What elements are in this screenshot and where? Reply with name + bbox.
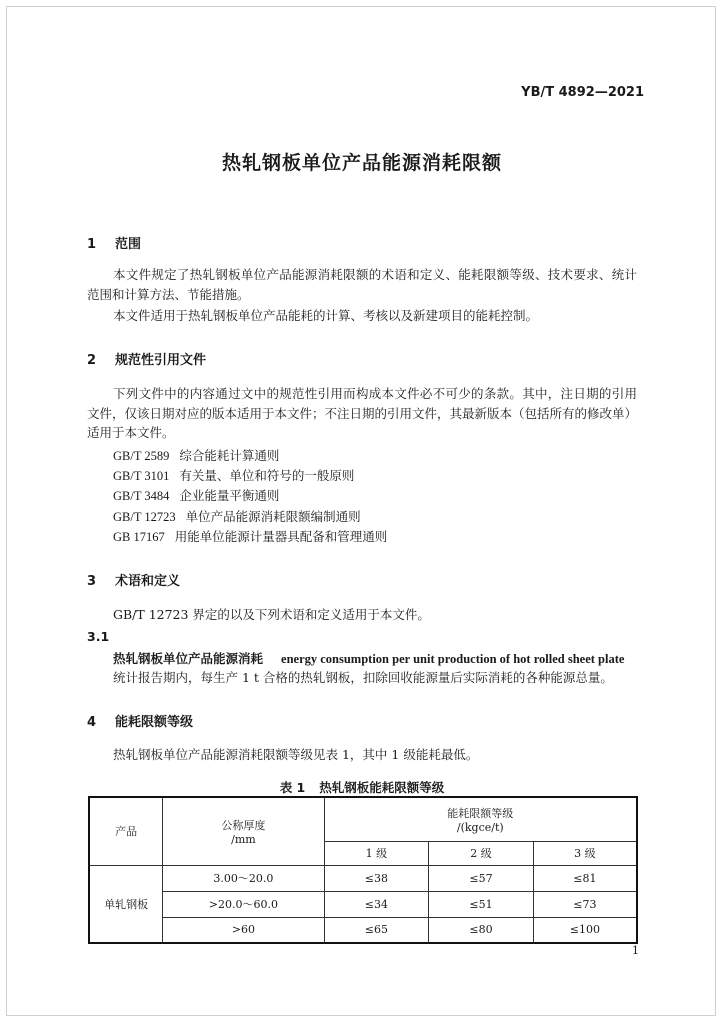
grade-1-cell: ≤65 — [324, 917, 429, 943]
term-chinese: 热轧钢板单位产品能源消耗 — [113, 651, 264, 666]
section-4-para-1: 热轧钢板单位产品能源消耗限额等级见表 1，其中 1 级能耗最低。 — [113, 747, 479, 762]
reference-title: 企业能量平衡通则 — [179, 488, 280, 503]
grade-1-cell: ≤34 — [324, 891, 429, 917]
thickness-cell: >20.0～60.0 — [163, 891, 324, 917]
table-header-row — [89, 797, 637, 841]
grade-3-cell: ≤100 — [533, 917, 637, 943]
header-thickness-label: 公称厚度 — [221, 818, 266, 832]
table-row — [89, 865, 637, 891]
term-entry — [113, 649, 624, 667]
term-number: 3.1 — [87, 629, 110, 644]
header-grade-1: 1 级 — [324, 841, 429, 865]
section-2-para-1: 下列文件中的内容通过文中的规范性引用而构成本文件必不可少的条款。其中，注日期的引用文件，仅该日期对应的版本适用于本文件；不注日期的引用文件，其最新版本（包括所有的修改单）适用于本文件。 — [87, 386, 638, 440]
grade-2-cell: ≤51 — [429, 891, 534, 917]
header-grade-3: 3 级 — [533, 841, 637, 865]
grade-3-cell: ≤73 — [533, 891, 637, 917]
section-1-para-2: 本文件适用于热轧钢板单位产品能耗的计算、考核以及新建项目的能耗控制。 — [113, 308, 539, 323]
section-title: 范围 — [115, 237, 142, 252]
section-4-heading — [87, 711, 193, 730]
document-title: 热轧钢板单位产品能源消耗限额 — [221, 152, 502, 174]
reference-code: GB/T 2589 — [113, 449, 170, 463]
header-thickness-unit: /mm — [231, 832, 256, 846]
section-3-heading — [87, 570, 180, 589]
section-title: 能耗限额等级 — [115, 715, 194, 730]
thickness-cell: 3.00～20.0 — [163, 865, 324, 891]
header-energy-limit-label: 能耗限额等级 — [447, 806, 514, 820]
reference-item — [113, 466, 354, 487]
reference-title: 单位产品能源消耗限额编制通则 — [185, 509, 361, 524]
header-thickness — [163, 797, 324, 865]
reference-title: 用能单位能源计量器具配备和管理通则 — [174, 529, 388, 544]
section-1-para-1: 本文件规定了热轧钢板单位产品能源消耗限额的术语和定义、能耗限额等级、技术要求、统计范围和计算方法、节能措施。 — [87, 267, 637, 302]
table-title: 热轧钢板能耗限额等级 — [319, 780, 445, 795]
energy-limit-table — [88, 796, 638, 944]
section-2-heading — [87, 349, 206, 368]
reference-item — [113, 507, 361, 528]
table-row — [89, 891, 637, 917]
reference-code: GB/T 3484 — [113, 489, 170, 503]
product-name: 单轧钢板 — [89, 865, 163, 943]
reference-code: GB/T 3101 — [113, 469, 170, 483]
header-grade-2: 2 级 — [429, 841, 534, 865]
reference-item — [113, 527, 387, 548]
section-number: 1 — [87, 237, 97, 252]
section-3-para-1: GB/T 12723 界定的以及下列术语和定义适用于本文件。 — [113, 607, 430, 622]
reference-title: 综合能耗计算通则 — [179, 448, 280, 463]
section-1-heading — [87, 233, 141, 252]
table-number: 表 1 — [279, 780, 306, 795]
section-number: 4 — [87, 715, 97, 730]
reference-code: GB 17167 — [113, 530, 165, 544]
grade-2-cell: ≤57 — [429, 865, 534, 891]
grade-1-cell: ≤38 — [324, 865, 429, 891]
term-english: energy consumption per unit production of hot rolled sheet plate — [281, 652, 625, 666]
table-row — [89, 917, 637, 943]
section-title: 术语和定义 — [115, 574, 181, 589]
header-energy-limit-unit: /(kgce/t) — [456, 820, 504, 834]
section-number: 2 — [87, 353, 97, 368]
header-energy-limit — [324, 797, 637, 841]
thickness-cell: >60 — [163, 917, 324, 943]
term-definition: 统计报告期内，每生产 1 t 合格的热轧钢板，扣除回收能源量后实际消耗的各种能源总量。 — [113, 670, 613, 685]
grade-2-cell: ≤80 — [429, 917, 534, 943]
reference-item — [113, 446, 279, 467]
page-number: 1 — [632, 944, 639, 957]
reference-item — [113, 486, 279, 507]
grade-3-cell: ≤81 — [533, 865, 637, 891]
reference-code: GB/T 12723 — [113, 510, 176, 524]
section-number: 3 — [87, 574, 97, 589]
section-title: 规范性引用文件 — [115, 353, 207, 368]
header-product: 产品 — [89, 797, 163, 865]
reference-title: 有关量、单位和符号的一般原则 — [179, 468, 355, 483]
table-caption — [0, 778, 724, 796]
standard-code: YB/T 4892—2021 — [521, 85, 644, 100]
